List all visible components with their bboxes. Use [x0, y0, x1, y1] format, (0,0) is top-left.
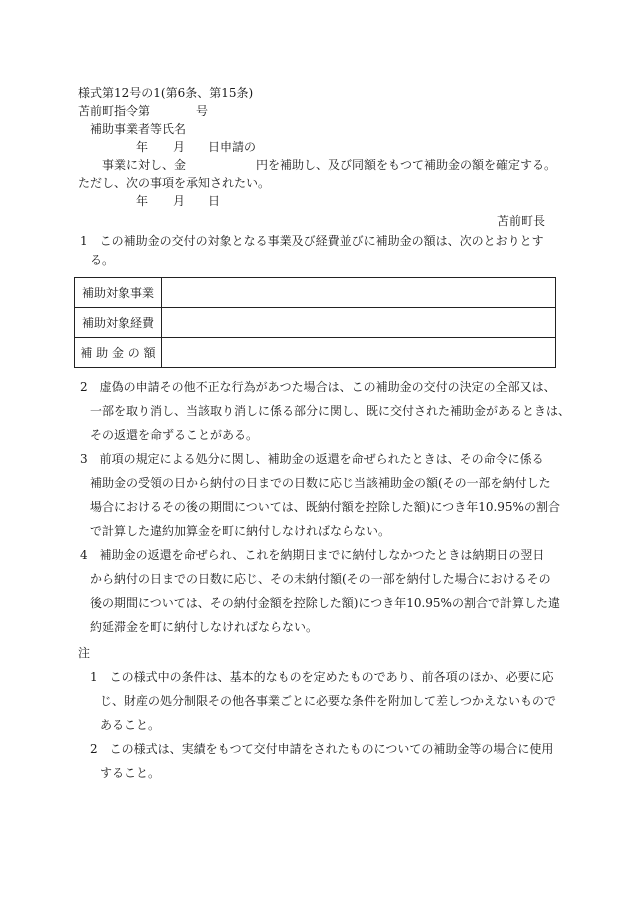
item3-line1: 3 前項の規定による処分に関し、補助金の返還を命ぜられたときは、その命令に係る	[80, 452, 544, 466]
item1-line2: る。	[90, 253, 115, 267]
item4-line2: から納付の日までの日数に応じ、その未納付額(その一部を納付した場合におけるその	[90, 572, 551, 586]
directive-suffix: 号	[196, 104, 209, 118]
note1-line1: 1 この様式中の条件は、基本的なものを定めたものであり、前各項のほか、必要に応	[90, 670, 554, 684]
item2-line3: その返還を命ずることがある。	[90, 428, 259, 442]
table-row	[75, 308, 556, 338]
row-label-amount: 補 助 金 の 額	[75, 338, 162, 368]
item1-line1: 1 この補助金の交付の対象となる事業及び経費並びに補助金の額は、次のとおりとす	[80, 234, 544, 248]
item4-line3: 後の期間については、その納付金額を控除した額)につき年10.95%の割合で計算した違	[90, 596, 560, 610]
recipient-label: 補助事業者等氏名	[90, 122, 187, 136]
item4-line1: 4 補助金の返還を命ぜられ、これを納期日までに納付しなかつたときは納期日の翌日	[80, 548, 545, 562]
request-month: 月	[173, 140, 186, 154]
row-value-project	[162, 278, 556, 308]
row-label-expense: 補助対象経費	[75, 308, 162, 338]
issuer: 苫前町長	[497, 214, 546, 228]
body-line2: ただし、次の事項を承知されたい。	[78, 176, 271, 190]
note1-line2: じ、財産の処分制限その他各事業ごとに必要な条件を附加して差しつかえないもので	[100, 694, 557, 708]
date-year: 年	[136, 194, 149, 208]
item3-line4: で計算した違約加算金を町に納付しなければならない。	[90, 524, 391, 538]
notes-heading: 注	[78, 646, 91, 660]
item2-line1: 2 虚偽の申請その他不正な行為があつた場合は、この補助金の交付の決定の全部又は、	[80, 380, 556, 394]
row-value-amount	[162, 338, 556, 368]
table-row	[75, 338, 556, 368]
body-start: 事業に対し、金	[102, 158, 187, 172]
row-value-expense	[162, 308, 556, 338]
date-month: 月	[173, 194, 186, 208]
table-row	[75, 278, 556, 308]
date-day: 日	[208, 194, 221, 208]
request-day: 日申請の	[208, 140, 257, 154]
subsidy-table	[74, 277, 556, 368]
note2-line1: 2 この様式は、実績をもつて交付申請をされたものについての補助金等の場合に使用	[90, 742, 554, 756]
request-year: 年	[136, 140, 149, 154]
note2-line2: すること。	[100, 766, 161, 780]
directive-prefix: 苫前町指令第	[78, 104, 151, 118]
item4-line4: 約延滞金を町に納付しなければならない。	[90, 620, 319, 634]
form-number: 様式第12号の1(第6条、第15条)	[78, 86, 254, 100]
row-label-project: 補助対象事業	[75, 278, 162, 308]
item3-line2: 補助金の受領の日から納付の日までの日数に応じ当該補助金の額(その一部を納付した	[90, 476, 551, 490]
note1-line3: あること。	[100, 718, 161, 732]
item2-line2: 一部を取り消し、当該取り消しに係る部分に関し、既に交付された補助金があるときは、	[90, 404, 571, 418]
item3-line3: 場合におけるその後の期間については、既納付額を控除した額)につき年10.95%の割合	[90, 500, 560, 514]
body-end: 円を補助し、及び同額をもつて補助金の額を確定する。	[256, 158, 557, 172]
